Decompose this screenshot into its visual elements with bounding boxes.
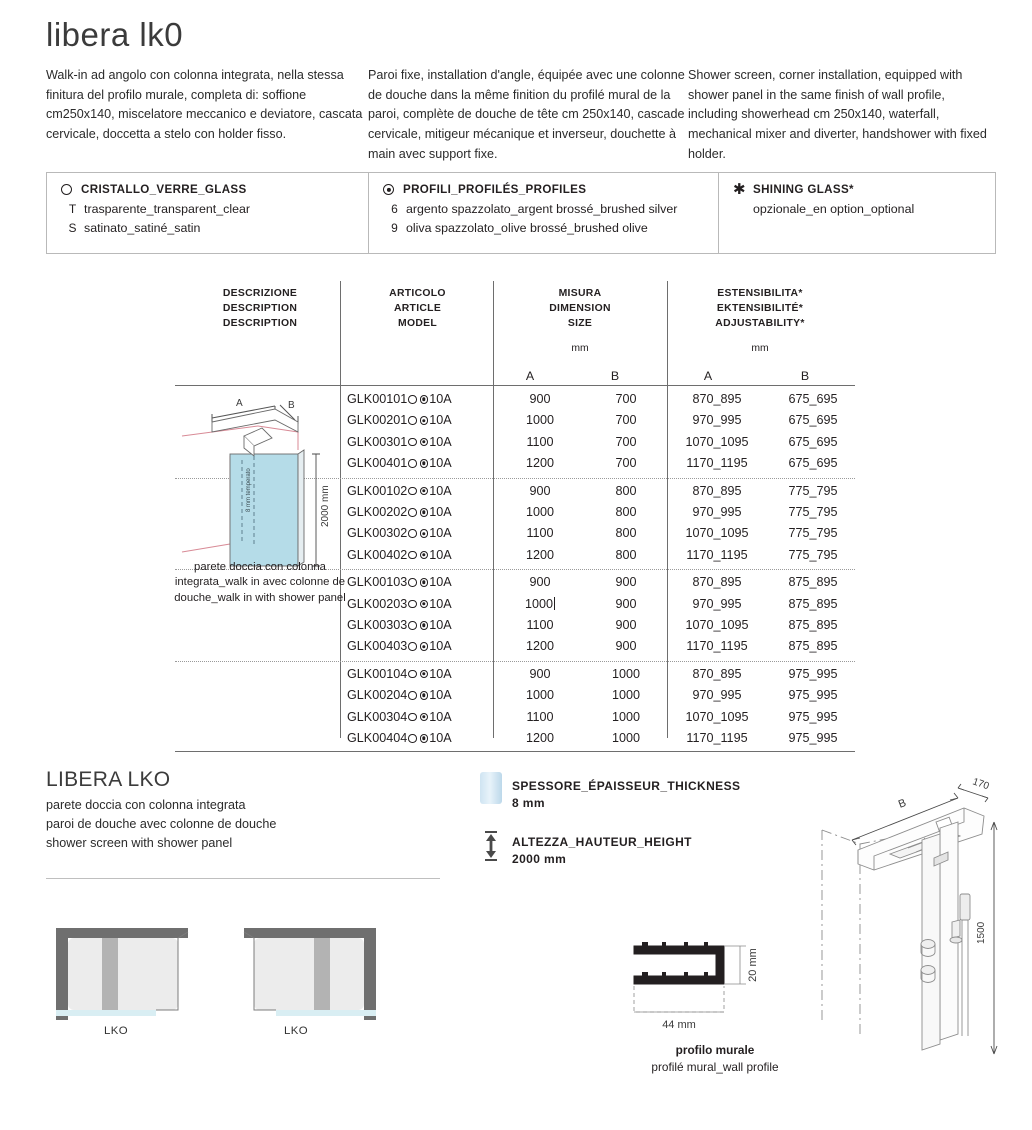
cell-adjustability-a: 870_895 [692, 392, 742, 406]
article-prefix: GLK00203 [347, 596, 408, 611]
circle-outline-icon [408, 416, 417, 425]
cell-adjustability-a: 1070_1095 [685, 618, 749, 632]
cell-dimension-a: 1000 [525, 688, 555, 703]
cell-article [347, 410, 452, 431]
cell-adjustability-a: 1170_1195 [686, 639, 748, 654]
option-label: oliva spazzolato_olive brossé_brushed olive [406, 220, 648, 235]
asterisk-icon: ✱ [733, 181, 746, 198]
table-row[interactable] [175, 636, 855, 657]
article-prefix: GLK00104 [347, 666, 408, 681]
description-row [46, 66, 996, 164]
cell-adjustability-b: 675_695 [788, 413, 838, 428]
cell-adjustability-b: 675_695 [788, 456, 838, 471]
cell-adjustability-a: 870_895 [692, 575, 742, 590]
cell-dimension-a: 1100 [526, 618, 554, 632]
circle-dot-icon [420, 691, 429, 700]
cell-dimension-b: 700 [615, 392, 637, 406]
cell-article [347, 685, 452, 706]
legend-shining-title: SHINING GLASS* [753, 183, 854, 196]
article-suffix: 10A [429, 688, 452, 703]
cell-article [347, 545, 452, 566]
profile-width-label: 44 mm [662, 1019, 696, 1031]
table-header [175, 281, 855, 386]
cell-adjustability-b: 975_995 [788, 731, 838, 745]
cell-dimension-b: 900 [615, 575, 637, 590]
cell-adjustability-a: 970_995 [692, 505, 742, 519]
article-suffix: 10A [429, 639, 452, 654]
circle-outline-icon [408, 713, 417, 722]
header-article: ARTICOLO ARTICLE MODEL [389, 288, 446, 329]
cell-article [347, 707, 452, 728]
circle-outline-icon [408, 438, 417, 447]
diagram-height-label: 2000 mm [320, 485, 331, 527]
cell-dimension-a: 1000 [525, 413, 555, 428]
cell-dimension-a: 900 [529, 483, 551, 498]
article-suffix: 10A [429, 483, 452, 498]
circle-outline-icon [408, 691, 417, 700]
circle-dot-icon [383, 184, 394, 195]
circle-dot-icon [420, 642, 429, 651]
diagram-label-b: B [288, 400, 295, 411]
cell-dimension-b: 800 [615, 547, 637, 562]
height-spec [512, 834, 692, 869]
configuration-label-1: LKO [104, 1025, 128, 1037]
cell-article [347, 481, 452, 502]
cell-article [347, 523, 452, 544]
cell-dimension-b: 900 [615, 596, 637, 611]
diagram-label-a: A [236, 398, 243, 409]
article-prefix: GLK00202 [347, 505, 408, 519]
description-english: Shower screen, corner installation, equipped with shower panel in the same finish of wall profile, including showerhead cm 250x140, waterfall, mechanical mixer and diverter, handshower with fixed holder. [688, 68, 987, 161]
option-label: satinato_satiné_satin [84, 220, 201, 235]
cell-article [347, 453, 452, 474]
article-suffix: 10A [429, 618, 452, 632]
article-prefix: GLK00204 [347, 688, 408, 703]
option-key: T [68, 202, 77, 216]
article-suffix: 10A [429, 505, 452, 519]
cell-adjustability-b: 875_895 [788, 575, 838, 590]
legend-shining-subtitle: opzionale_en option_optional [753, 202, 915, 216]
article-suffix: 10A [429, 456, 452, 471]
legend-profiles-title: PROFILI_PROFILÉS_PROFILES [403, 183, 587, 196]
legend-profiles-header [383, 183, 718, 196]
cell-dimension-a: 1200 [525, 639, 555, 654]
cell-dimension-a: 1000 [524, 596, 554, 611]
legend-box [46, 172, 996, 254]
table-bottom-rule [175, 751, 855, 752]
header-divider [340, 281, 341, 386]
thickness-spec [512, 778, 740, 813]
article-prefix: GLK00101 [347, 392, 408, 406]
article-suffix: 10A [429, 392, 452, 406]
cell-adjustability-b: 775_795 [788, 483, 838, 498]
cell-adjustability-a: 970_995 [692, 413, 742, 428]
circle-outline-icon [408, 529, 417, 538]
header-sub-dim-b: B [610, 369, 620, 383]
article-prefix: GLK00102 [347, 483, 408, 498]
article-suffix: 10A [429, 547, 452, 562]
article-prefix: GLK00201 [347, 413, 408, 428]
cell-adjustability-a: 1070_1095 [685, 526, 749, 541]
legend-profiles-option [383, 200, 718, 219]
article-prefix: GLK00401 [347, 456, 408, 471]
header-sub-dim-a: A [525, 369, 535, 383]
cell-adjustability-b: 975_995 [788, 666, 838, 681]
wall-profile-caption [600, 1042, 830, 1076]
circle-outline-icon [408, 487, 417, 496]
cell-dimension-b: 800 [615, 526, 637, 541]
article-prefix: GLK00403 [347, 639, 408, 654]
circle-dot-icon [420, 621, 429, 630]
circle-outline-icon [408, 621, 417, 630]
legend-shining-header [733, 183, 996, 196]
article-suffix: 10A [429, 596, 452, 611]
cell-adjustability-b: 775_795 [788, 505, 838, 519]
circle-dot-icon [420, 438, 429, 447]
wall-profile-figure [628, 932, 808, 1052]
circle-dot-icon [420, 395, 429, 404]
table-row[interactable] [175, 728, 855, 749]
option-key: 6 [391, 202, 398, 216]
cell-article [347, 728, 452, 749]
legend-glass-option [61, 200, 368, 219]
circle-outline-icon [408, 395, 417, 404]
header-description: DESCRIZIONE DESCRIPTION DESCRIPTION [222, 288, 298, 329]
configuration-figure-1 [56, 928, 188, 1020]
cell-dimension-b: 1000 [611, 731, 641, 745]
cell-article [347, 594, 452, 615]
cell-dimension-a: 1200 [525, 456, 555, 471]
table-row[interactable] [175, 664, 855, 685]
circle-outline-icon [408, 670, 417, 679]
cell-adjustability-a: 970_995 [692, 596, 742, 611]
circle-dot-icon [420, 578, 429, 587]
circle-dot-icon [420, 670, 429, 679]
header-sub-adj-a: A [703, 369, 713, 383]
circle-dot-icon [420, 508, 429, 517]
bottom-subtitle-it: parete doccia con colonna integrata [46, 798, 246, 812]
cell-article [347, 432, 452, 453]
cell-dimension-b: 1000 [611, 688, 641, 703]
diagram-glass-note: 8 mm temperato [246, 468, 252, 512]
cell-adjustability-a: 1170_1195 [686, 547, 748, 562]
circle-dot-icon [420, 551, 429, 560]
cell-adjustability-b: 975_995 [788, 709, 838, 724]
cell-article [347, 389, 452, 410]
legend-glass-option [61, 219, 368, 238]
height-label: ALTEZZA_HAUTEUR_HEIGHT [512, 835, 692, 849]
cell-adjustability-b: 875_895 [788, 618, 838, 632]
cell-dimension-a: 1100 [526, 526, 554, 541]
vertical-arrow-icon [484, 828, 498, 864]
cell-adjustability-a: 970_995 [692, 688, 742, 703]
article-suffix: 10A [429, 434, 452, 449]
cell-dimension-b: 1000 [611, 709, 641, 724]
cell-dimension-b: 1000 [611, 666, 641, 681]
circle-outline-icon [408, 508, 417, 517]
circle-dot-icon [420, 529, 429, 538]
wall-profile-caption-it: profilo murale [675, 1043, 755, 1057]
circle-outline-icon [408, 642, 417, 651]
wall-profile-caption-other: profilé mural_wall profile [651, 1059, 779, 1074]
column-label-depth: 170 [971, 776, 991, 793]
header-sub-adj-b: B [800, 369, 810, 383]
cell-dimension-b: 700 [615, 434, 637, 449]
cell-adjustability-a: 1070_1095 [685, 709, 749, 724]
cell-dimension-b: 700 [615, 413, 637, 428]
bottom-subtitle-fr: paroi de douche avec colonne de douche [46, 817, 277, 832]
column-label-height: 1500 [976, 921, 987, 944]
article-prefix: GLK00404 [347, 731, 408, 745]
circle-outline-icon [408, 578, 417, 587]
circle-dot-icon [420, 487, 429, 496]
circle-outline-icon [61, 184, 72, 195]
cell-article [347, 572, 452, 593]
circle-outline-icon [408, 459, 417, 468]
thickness-label: SPESSORE_ÉPAISSEUR_THICKNESS [512, 779, 741, 793]
legend-profiles-option [383, 219, 718, 238]
bottom-title: LIBERA LKO [46, 768, 171, 791]
circle-outline-icon [408, 734, 417, 743]
cell-adjustability-a: 870_895 [692, 483, 742, 498]
column-label-b: B [896, 796, 908, 811]
height-value: 2000 mm [512, 852, 567, 867]
header-unit-adjustability: mm [751, 343, 769, 354]
bottom-subtitles [46, 796, 276, 853]
option-key: 9 [391, 220, 398, 235]
legend-glass-title: CRISTALLO_VERRE_GLASS [81, 183, 247, 196]
cell-adjustability-a: 1170_1195 [686, 456, 748, 471]
circle-dot-icon [420, 459, 429, 468]
cell-adjustability-b: 975_995 [788, 688, 838, 703]
legend-glass-header [61, 183, 368, 196]
article-prefix: GLK00302 [347, 526, 408, 541]
circle-dot-icon [420, 600, 429, 609]
cell-article [347, 636, 452, 657]
legend-shining-glass [718, 173, 996, 253]
article-suffix: 10A [429, 709, 452, 724]
option-label: argento spazzolato_argent brossé_brushed silver [406, 202, 678, 216]
cell-adjustability-a: 1070_1095 [685, 434, 749, 449]
cell-adjustability-a: 870_895 [692, 666, 742, 681]
cell-dimension-b: 900 [615, 639, 637, 654]
cell-article [347, 664, 452, 685]
cell-adjustability-b: 675_695 [788, 434, 838, 449]
legend-profiles [368, 173, 718, 253]
option-label: trasparente_transparent_clear [84, 202, 250, 216]
glass-thickness-icon [480, 772, 502, 804]
group-separator [175, 661, 855, 662]
article-prefix: GLK00402 [347, 547, 408, 562]
cell-dimension-a: 1100 [526, 434, 554, 449]
cell-dimension-b: 800 [615, 505, 637, 519]
cell-dimension-a: 1200 [525, 731, 555, 745]
article-suffix: 10A [429, 575, 452, 590]
article-prefix: GLK00103 [347, 575, 408, 590]
configuration-label-2: LKO [284, 1025, 308, 1037]
configuration-figure-2 [244, 928, 376, 1020]
cell-dimension-a: 900 [529, 666, 551, 681]
cell-adjustability-b: 875_895 [788, 596, 838, 611]
profile-height-label: 20 mm [747, 948, 759, 982]
cell-dimension-b: 800 [615, 483, 637, 498]
description-italian: Walk-in ad angolo con colonna integrata, nella stessa finitura del profilo murale, completa di: soffione cm250x140, miscelatore meccanico e deviatore, cascata cervicale, doccetta a stelo con holder fisso. [46, 68, 363, 141]
cell-dimension-a: 900 [529, 392, 551, 406]
cell-article [347, 502, 452, 523]
description-french: Paroi fixe, installation d'angle, équipée avec une colonne de douche dans la même finition du profilé mural de la paroi, complète de douche de tête cm 250x140, cascade cervicale, mitigeur mécanique et inverseur, douchette à main avec support fixe. [368, 68, 685, 161]
article-suffix: 10A [429, 526, 452, 541]
cell-adjustability-b: 775_795 [788, 547, 838, 562]
circle-dot-icon [420, 416, 429, 425]
page-title: libera lk0 [46, 16, 184, 53]
bottom-subtitle-en: shower screen with shower panel [46, 836, 233, 851]
cell-adjustability-a: 1170_1195 [686, 731, 748, 745]
header-adjustability: ESTENSIBILITA* EKTENSIBILITÉ* ADJUSTABILITY* [715, 288, 805, 329]
table-row[interactable] [175, 685, 855, 706]
article-prefix: GLK00303 [347, 618, 408, 632]
header-unit-dimension: mm [571, 343, 589, 354]
cell-adjustability-b: 875_895 [788, 639, 838, 654]
table-row[interactable] [175, 707, 855, 728]
cell-dimension-b: 700 [615, 456, 637, 471]
shower-column-diagram [812, 772, 1028, 1102]
cell-dimension-a: 1200 [525, 547, 555, 562]
product-diagram-caption: parete doccia con colonna integrata_walk in avec colonne de douche_walk in with shower panel [174, 561, 346, 604]
legend-shining-subtitle-row [733, 200, 996, 219]
header-dimension: MISURA DIMENSION SIZE [549, 288, 611, 329]
cell-dimension-a: 900 [529, 575, 551, 590]
circle-outline-icon [408, 600, 417, 609]
bottom-divider [46, 878, 440, 879]
article-suffix: 10A [429, 413, 452, 428]
thickness-value: 8 mm [512, 796, 545, 811]
article-prefix: GLK00301 [347, 434, 408, 449]
option-key: S [68, 220, 77, 235]
text-cursor [554, 597, 555, 610]
cell-article [347, 615, 452, 636]
article-suffix: 10A [429, 666, 452, 681]
cell-adjustability-b: 675_695 [788, 392, 838, 406]
cell-adjustability-b: 775_795 [788, 526, 838, 541]
cell-dimension-a: 1100 [526, 709, 554, 724]
circle-dot-icon [420, 734, 429, 743]
cell-dimension-b: 900 [615, 618, 637, 632]
article-prefix: GLK00304 [347, 709, 408, 724]
circle-outline-icon [408, 551, 417, 560]
legend-glass [46, 173, 368, 253]
cell-dimension-a: 1000 [525, 505, 555, 519]
circle-dot-icon [420, 713, 429, 722]
article-suffix: 10A [429, 731, 452, 745]
